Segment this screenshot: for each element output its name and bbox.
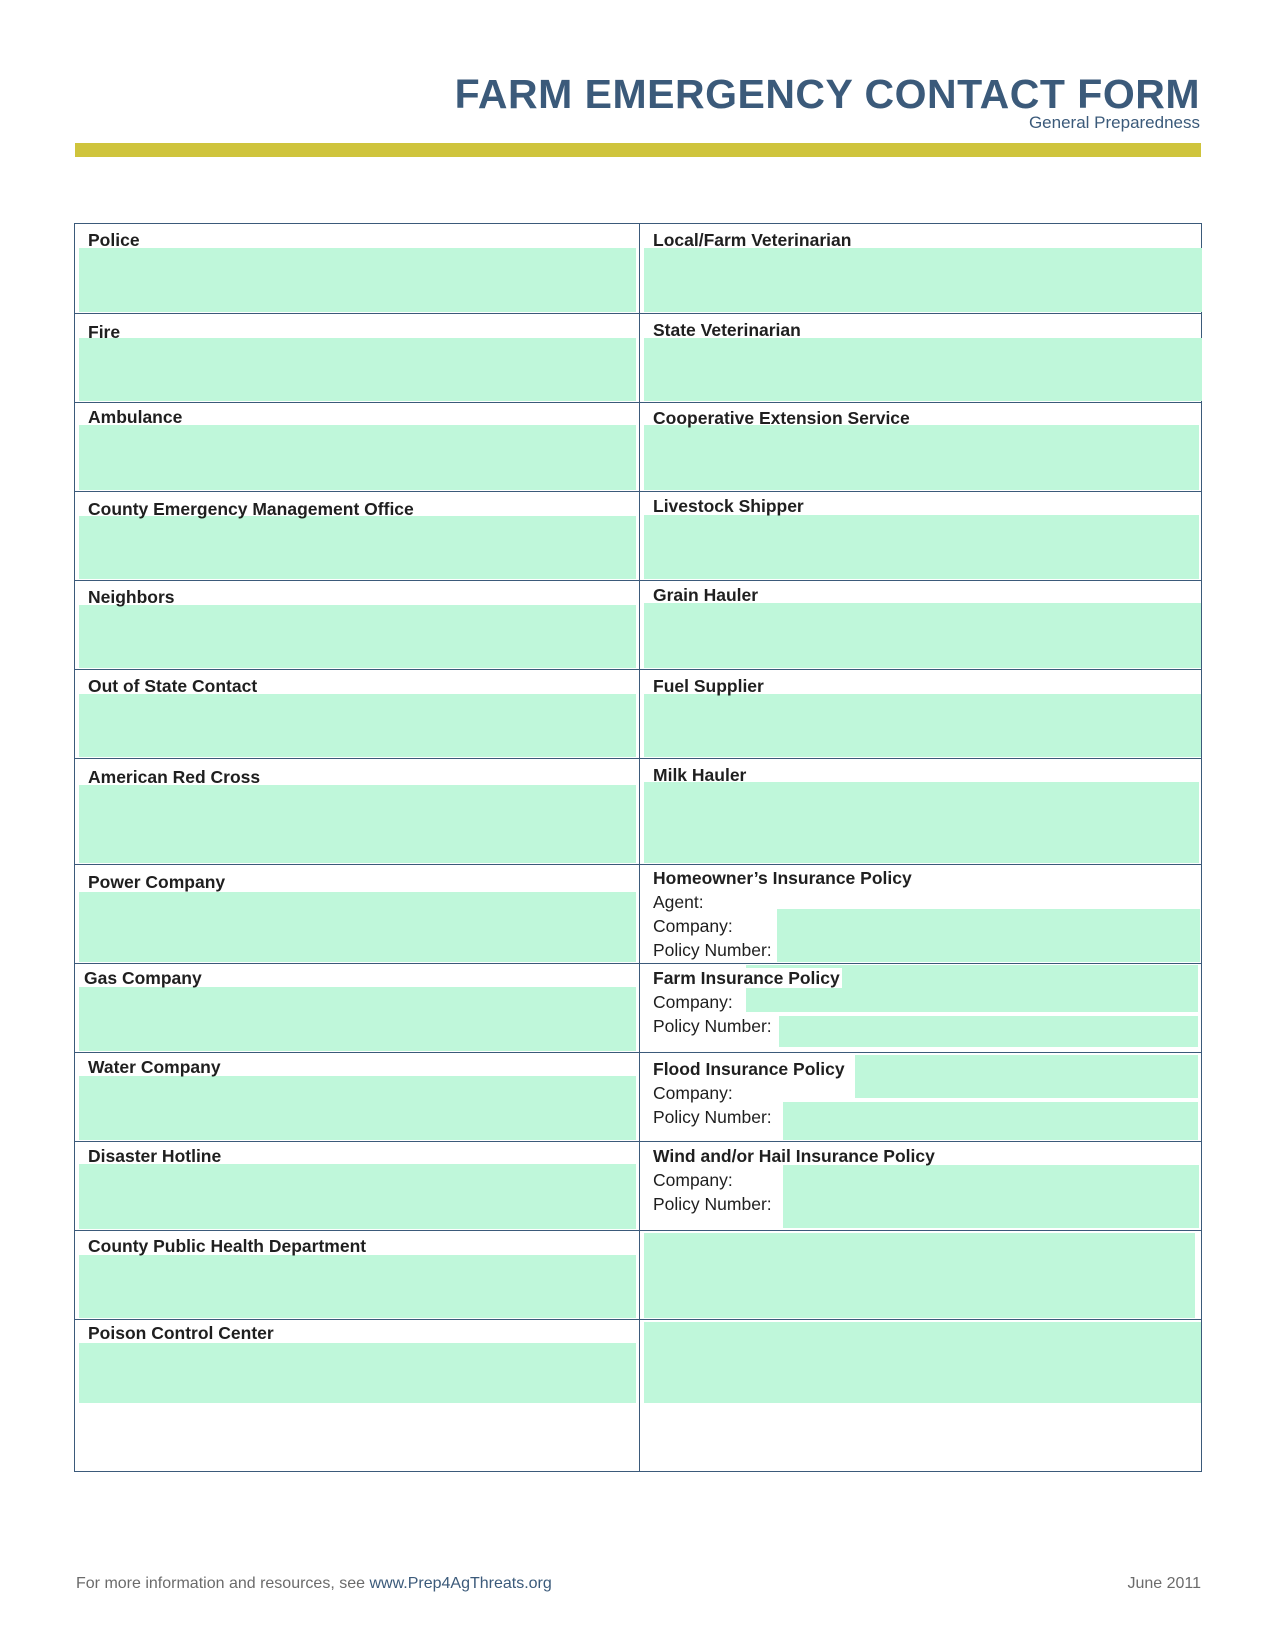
- field-label: Wind and/or Hail Insurance Policy: [653, 1146, 935, 1166]
- state-vet-input[interactable]: [644, 338, 1202, 401]
- power-company-field: [75, 864, 639, 963]
- fire-input[interactable]: [79, 338, 636, 401]
- header-rule: [75, 143, 1201, 157]
- field-label: Gas Company: [84, 968, 202, 988]
- policy-number-label: Policy Number:: [653, 1016, 772, 1036]
- field-label: Grain Hauler: [653, 585, 759, 605]
- company-label: Company:: [653, 992, 733, 1012]
- field-label: American Red Cross: [88, 767, 261, 787]
- field-label: Poison Control Center: [88, 1323, 274, 1343]
- flood-insurance-field: [640, 1052, 1203, 1141]
- red-cross-field: [75, 758, 639, 864]
- local-vet-input[interactable]: [644, 248, 1202, 312]
- company-label: Company:: [653, 1170, 733, 1190]
- police-input[interactable]: [79, 248, 636, 312]
- footer-text: For more information and resources, see: [76, 1575, 370, 1592]
- out-of-state-input[interactable]: [79, 694, 636, 757]
- field-label: County Public Health Department: [88, 1236, 367, 1256]
- gas-company-input[interactable]: [79, 987, 636, 1051]
- field-label: Fire: [88, 322, 121, 342]
- field-label: Disaster Hotline: [88, 1146, 222, 1166]
- homeowner-insurance-field: [640, 864, 1203, 963]
- field-label: Ambulance: [88, 407, 183, 427]
- homeowner-insurance-input[interactable]: [777, 909, 1200, 962]
- neighbors-input[interactable]: [79, 605, 636, 668]
- field-label: Neighbors: [88, 587, 175, 607]
- poison-control-field: [75, 1319, 639, 1473]
- police-field: [75, 224, 639, 313]
- farm-insurance-field: [640, 963, 1203, 1052]
- field-label: Fuel Supplier: [653, 676, 764, 696]
- field-label: Farm Insurance Policy: [653, 968, 840, 988]
- milk-hauler-field: [640, 758, 1203, 864]
- field-label: State Veterinarian: [653, 320, 801, 340]
- water-company-input[interactable]: [79, 1076, 636, 1140]
- disaster-hotline-input[interactable]: [79, 1164, 636, 1229]
- field-label: County Emergency Management Office: [88, 499, 414, 519]
- field-label: Cooperative Extension Service: [653, 408, 910, 428]
- field-label: Milk Hauler: [653, 765, 747, 785]
- neighbors-field: [75, 580, 639, 669]
- wind-hail-insurance-input[interactable]: [783, 1165, 1199, 1228]
- local-vet-field: [640, 224, 1203, 313]
- public-health-field: [75, 1230, 639, 1319]
- contact-form: [74, 223, 1202, 1472]
- poison-control-input[interactable]: [79, 1343, 636, 1403]
- field-label: Out of State Contact: [88, 676, 258, 696]
- footer-date: June 2011: [1127, 1575, 1201, 1592]
- blank-input-2[interactable]: [644, 1322, 1201, 1403]
- field-label: Homeowner’s Insurance Policy: [653, 868, 912, 888]
- power-company-input[interactable]: [79, 892, 636, 962]
- fuel-supplier-input[interactable]: [644, 694, 1201, 757]
- flood-insurance-policy-input[interactable]: [783, 1102, 1198, 1140]
- field-label: Water Company: [88, 1057, 221, 1077]
- policy-number-label: Policy Number:: [653, 1107, 772, 1127]
- blank-input-1[interactable]: [644, 1233, 1195, 1318]
- gas-company-field: [75, 963, 639, 1052]
- state-vet-field: [640, 313, 1203, 402]
- county-ema-field: [75, 491, 639, 580]
- water-company-field: [75, 1052, 639, 1141]
- livestock-shipper-field: [640, 491, 1203, 580]
- extension-service-field: [640, 402, 1203, 491]
- company-label: Company:: [653, 916, 733, 936]
- ambulance-input[interactable]: [79, 425, 636, 490]
- footer-info: [76, 1575, 552, 1593]
- page-subtitle: General Preparedness: [1028, 113, 1200, 132]
- disaster-hotline-field: [75, 1141, 639, 1230]
- field-label: Flood Insurance Policy: [653, 1059, 845, 1079]
- fire-field: [75, 313, 639, 402]
- out-of-state-field: [75, 669, 639, 758]
- farm-insurance-policy-input[interactable]: [779, 1016, 1198, 1047]
- flood-insurance-company-input[interactable]: [855, 1055, 1198, 1098]
- field-label: Livestock Shipper: [653, 496, 804, 516]
- company-label: Company:: [653, 1083, 733, 1103]
- county-ema-input[interactable]: [79, 516, 636, 579]
- page-title: FARM EMERGENCY CONTACT FORM: [454, 71, 1200, 117]
- footer-link[interactable]: www.Prep4AgThreats.org: [369, 1575, 552, 1592]
- fuel-supplier-field: [640, 669, 1203, 758]
- field-label: Power Company: [88, 872, 226, 892]
- milk-hauler-input[interactable]: [644, 782, 1199, 863]
- agent-label: Agent:: [653, 892, 704, 912]
- blank-field-2: [640, 1319, 1203, 1473]
- policy-number-label: Policy Number:: [653, 1194, 772, 1214]
- ambulance-field: [75, 402, 639, 491]
- livestock-shipper-input[interactable]: [644, 515, 1199, 579]
- wind-hail-insurance-field: [640, 1141, 1203, 1230]
- form-header: [455, 72, 1200, 132]
- extension-service-input[interactable]: [644, 425, 1199, 490]
- policy-number-label: Policy Number:: [653, 940, 772, 960]
- public-health-input[interactable]: [79, 1255, 636, 1318]
- red-cross-input[interactable]: [79, 785, 636, 863]
- field-label: Local/Farm Veterinarian: [653, 230, 852, 250]
- blank-field-1: [640, 1230, 1203, 1319]
- grain-hauler-field: [640, 580, 1203, 669]
- grain-hauler-input[interactable]: [644, 603, 1201, 668]
- field-label: Police: [88, 230, 140, 250]
